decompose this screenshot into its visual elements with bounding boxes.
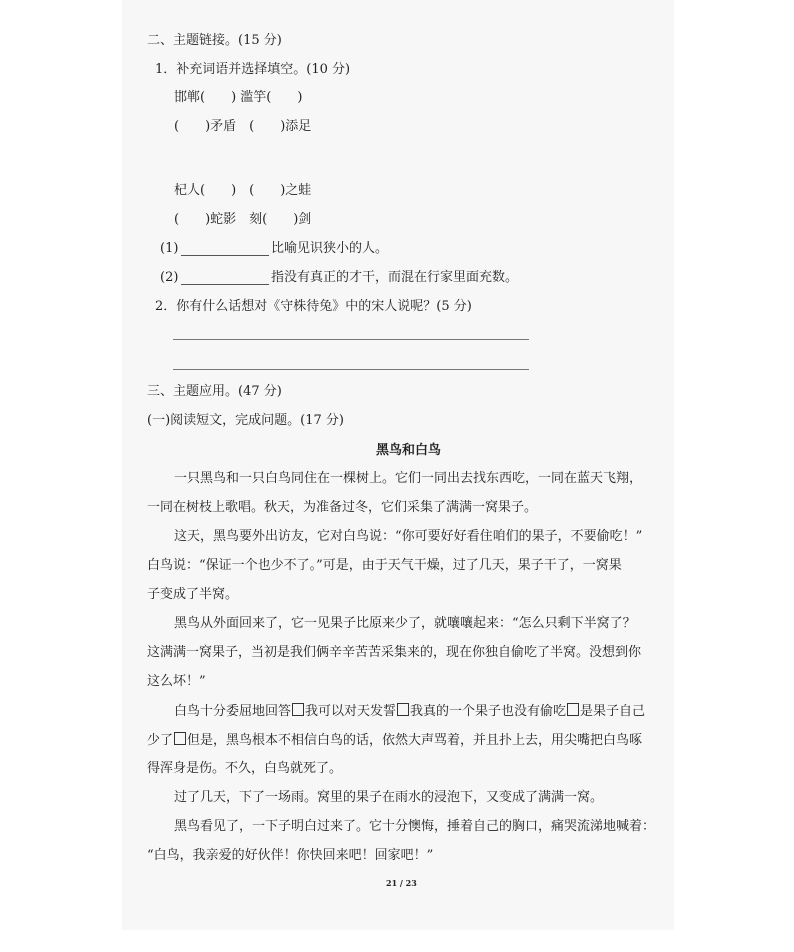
story-segment: 但是，黑鸟根本不相信白鸟的话，依然大声骂着，并且扑上去，用尖嘴把白鸟啄 [187,733,643,748]
idiom-row-1: 邯郸( ) 滥竽( ) [174,90,303,105]
story-segment: 白鸟十分委屈地回答 [174,704,292,719]
question1-prompt: 1．补充词语并选择填空。(10 分) [155,62,351,77]
story-line: 过了几天，下了一场雨。窝里的果子在雨水的浸泡下，又变成了满满一窝。 [174,790,604,805]
story-line: 得浑身是伤。不久，白鸟就死了。 [147,761,343,776]
punctuation-blank-box[interactable] [174,732,186,745]
story-segment: 是果子自己 [580,704,646,719]
story-line: 黑鸟从外面回来了，它一见果子比原来少了，就嚷嚷起来：“怎么只剩下半窝了？ [174,616,636,631]
story-segment: 我真的一个果子也没有偷吃 [410,704,567,719]
story-line: 一只黑鸟和一只白鸟同住在一棵树上。它们一同出去找东西吃，一同在蓝天飞翔， [174,471,643,486]
question2-prompt: 2．你有什么话想对《守株待兔》中的宋人说呢？(5 分) [155,299,472,314]
story-line-with-punctuation-boxes [174,703,645,720]
section2-heading: 二、主题链接。(15 分) [147,33,282,48]
punctuation-blank-box[interactable] [397,703,409,716]
punctuation-blank-box[interactable] [567,703,579,716]
idiom-row-3: 杞人( ) ( )之蛙 [174,183,312,198]
story-line: 一同在树枝上歌唱。秋天，为准备过冬，它们采集了满满一窝果子。 [147,500,538,515]
story-line: 黑鸟看见了，一下子明白过来了。它十分懊悔，捶着自己的胸口，痛哭流涕地喊着： [174,819,656,834]
story-line: “白鸟，我亲爱的好伙伴！你快回来吧！回家吧！” [147,848,434,863]
fill-blank-1-text: 比喻见识狭小的人。 [271,241,389,256]
story-line: 这天，黑鸟要外出访友，它对白鸟说：“你可要好好看住咱们的果子，不要偷吃！” [174,529,643,544]
page-number: 21 / 23 [386,878,417,888]
story-line: 这满满一窝果子，当初是我们俩辛辛苦苦采集来的，现在你独自偷吃了半窝。没想到你 [147,645,642,660]
story-line: 这么坏！” [147,674,206,689]
fill-blank-1-line[interactable] [181,255,269,256]
story-title: 黑鸟和白鸟 [376,443,442,458]
answer-line-2[interactable] [173,369,529,370]
fill-blank-2-text: 指没有真正的才干，而混在行家里面充数。 [271,270,519,285]
idiom-row-4: ( )蛇影 刻( )剑 [174,212,312,227]
story-segment: 少了 [147,733,174,748]
answer-line-1[interactable] [173,339,529,340]
fill-blank-2-number: (2) [160,270,179,285]
story-line-with-punctuation-box [147,732,642,749]
reading-subheading: (一)阅读短文，完成问题。(17 分) [147,413,344,428]
fill-blank-1-number: (1) [160,241,179,256]
section3-heading: 三、主题应用。(47 分) [147,384,282,399]
idiom-row-2: ( )矛盾 ( )添足 [174,119,312,134]
fill-blank-2-line[interactable] [181,284,269,285]
story-line: 白鸟说：“保证一个也少不了。”可是，由于天气干燥，过了几天，果子干了，一窝果 [147,558,622,573]
story-line: 子变成了半窝。 [147,587,239,602]
punctuation-blank-box[interactable] [292,703,304,716]
story-segment: 我可以对天发誓 [305,704,397,719]
